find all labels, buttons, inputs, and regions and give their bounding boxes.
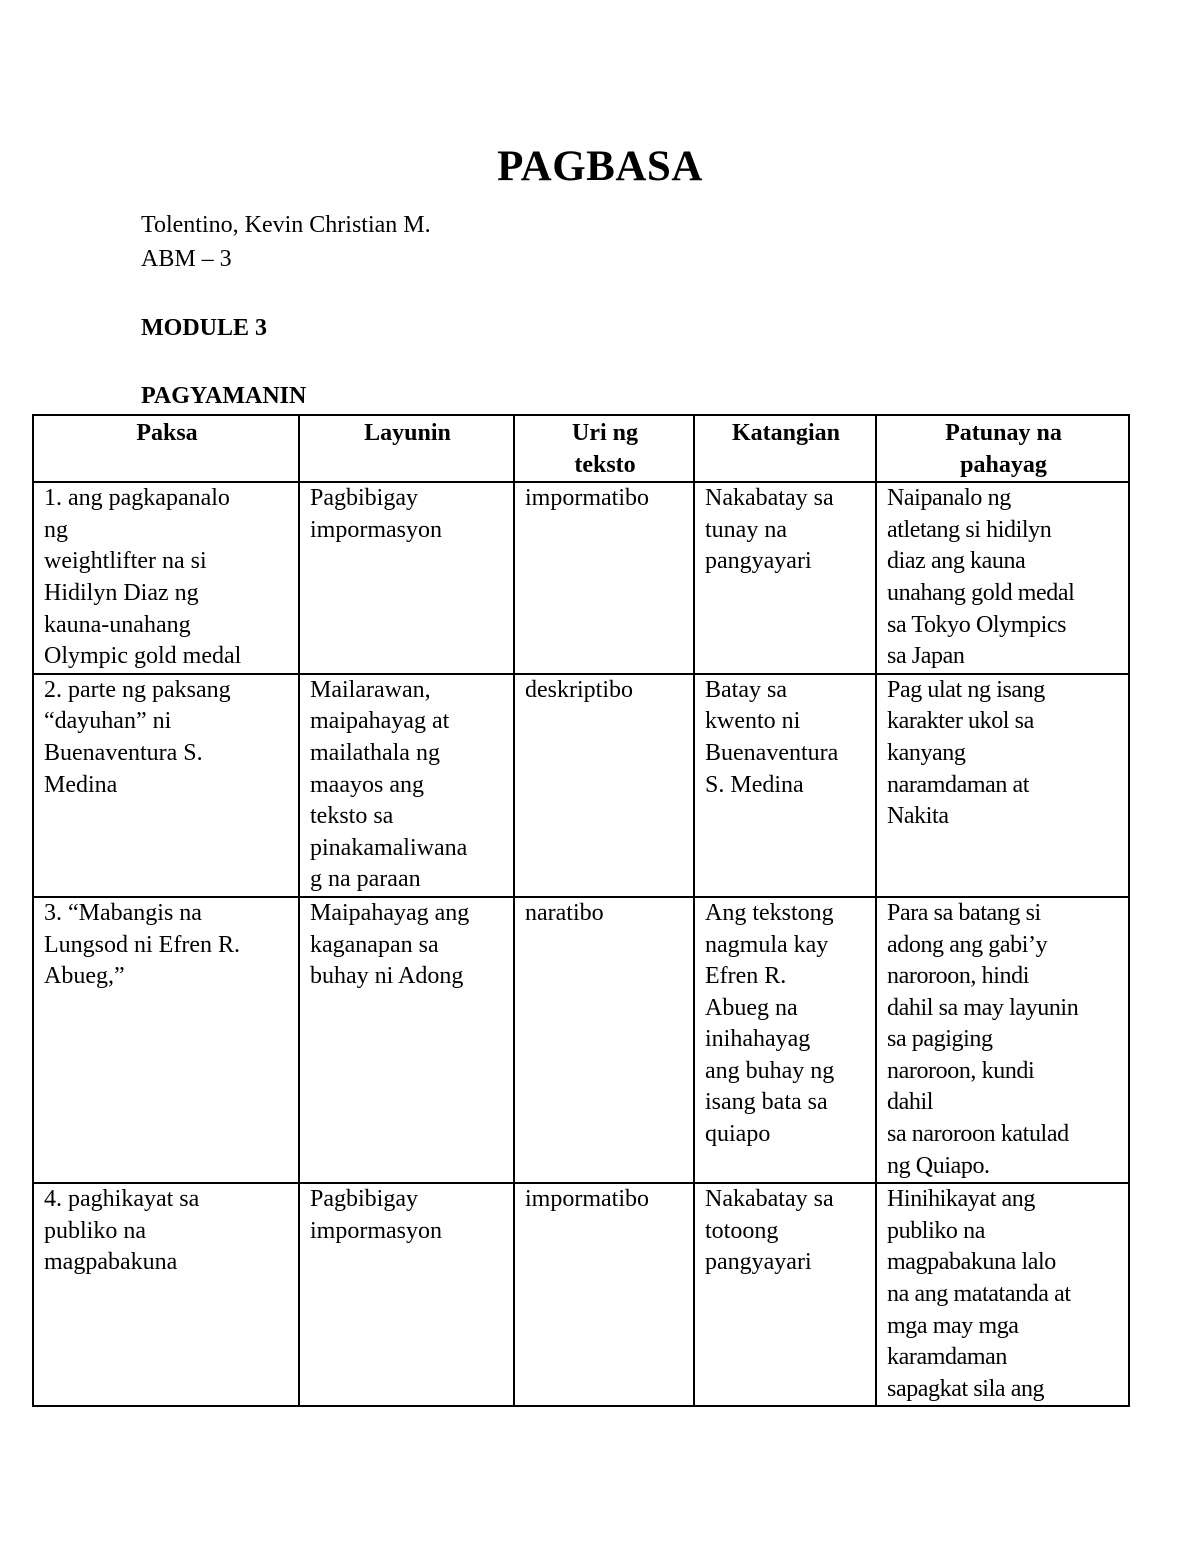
cell-patunay: Pag ulat ng isang karakter ukol sa kanyang naramdaman at Nakita: [876, 674, 1129, 897]
header-paksa: Paksa: [33, 415, 299, 482]
cell-uri: impormatibo: [514, 1183, 694, 1406]
header-patunay-na-pahayag: Patunay na pahayag: [876, 415, 1129, 482]
cell-patunay: Para sa batang si adong ang gabi’y naroroon, hindi dahil sa may layunin sa pagiging naroroon, kundi dahil sa naroroon katulad ng Quiapo.: [876, 897, 1129, 1183]
cell-layunin: Pagbibigay impormasyon: [299, 1183, 514, 1406]
cell-uri: deskriptibo: [514, 674, 694, 897]
cell-paksa: 4. paghikayat sa publiko na magpabakuna: [33, 1183, 299, 1406]
activity-heading: PAGYAMANIN: [141, 383, 307, 409]
header-layunin: Layunin: [299, 415, 514, 482]
table-row: [33, 482, 1129, 674]
cell-katangian: Nakabatay sa tunay na pangyayari: [694, 482, 876, 674]
cell-uri: naratibo: [514, 897, 694, 1183]
cell-patunay: Naipanalo ng atletang si hidilyn diaz ang kauna unahang gold medal sa Tokyo Olympics sa Japan: [876, 482, 1129, 674]
table-header-row: [33, 415, 1129, 482]
cell-paksa: 2. parte ng paksang “dayuhan” ni Buenaventura S. Medina: [33, 674, 299, 897]
cell-layunin: Mailarawan, maipahayag at mailathala ng maayos ang teksto sa pinakamaliwana g na paraan: [299, 674, 514, 897]
table-row: [33, 1183, 1129, 1406]
cell-paksa: 1. ang pagkapanalo ng weightlifter na si Hidilyn Diaz ng kauna-unahang Olympic gold medal: [33, 482, 299, 674]
document-title: PAGBASA: [497, 143, 703, 190]
cell-katangian: Batay sa kwento ni Buenaventura S. Medina: [694, 674, 876, 897]
student-section: ABM – 3: [141, 246, 232, 272]
cell-paksa: 3. “Mabangis na Lungsod ni Efren R. Abueg,”: [33, 897, 299, 1183]
header-uri-ng-teksto: Uri ng teksto: [514, 415, 694, 482]
cell-katangian: Nakabatay sa totoong pangyayari: [694, 1183, 876, 1406]
cell-katangian: Ang tekstong nagmula kay Efren R. Abueg na inihahayag ang buhay ng isang bata sa quiapo: [694, 897, 876, 1183]
cell-uri: impormatibo: [514, 482, 694, 674]
student-name: Tolentino, Kevin Christian M.: [141, 212, 431, 238]
module-heading: MODULE 3: [141, 315, 267, 341]
header-katangian: Katangian: [694, 415, 876, 482]
text-analysis-table: [32, 414, 1130, 1407]
cell-layunin: Maipahayag ang kaganapan sa buhay ni Adong: [299, 897, 514, 1183]
table-row: [33, 897, 1129, 1183]
cell-layunin: Pagbibigay impormasyon: [299, 482, 514, 674]
cell-patunay: Hinihikayat ang publiko na magpabakuna lalo na ang matatanda at mga may mga karamdaman sapagkat sila ang: [876, 1183, 1129, 1406]
table-row: [33, 674, 1129, 897]
